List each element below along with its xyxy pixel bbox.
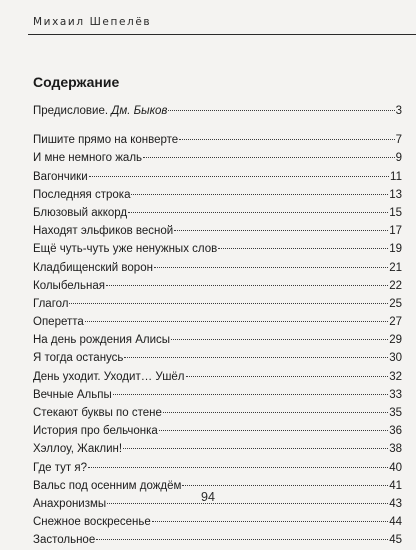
toc-entry-page: 43	[389, 497, 402, 510]
toc-entry-title: День уходит. Уходит… Ушёл	[33, 370, 185, 383]
toc-entry-title: Колыбельная	[33, 279, 105, 292]
toc-entry-page: 32	[389, 370, 402, 383]
toc-entry	[33, 277, 402, 295]
toc-entry-page: 11	[390, 170, 402, 183]
toc-entry	[33, 386, 402, 404]
toc-entry	[33, 331, 402, 349]
toc-entry-title: Ещё чуть-чуть уже ненужных слов	[33, 243, 218, 256]
dot-leader	[143, 157, 395, 158]
toc-entry	[33, 440, 402, 458]
toc-entry	[33, 168, 402, 186]
toc-entry-page: 45	[389, 534, 402, 547]
toc-entry	[33, 240, 402, 258]
toc-entry	[33, 459, 402, 477]
running-head: Михаил Шепелёв	[33, 16, 152, 28]
toc-entry-page: 3	[395, 105, 402, 117]
toc-entry-title: Анахронизмы	[33, 497, 107, 510]
toc-entry	[33, 222, 402, 240]
dot-leader	[152, 521, 388, 522]
dot-leader	[128, 212, 388, 213]
dot-leader	[131, 194, 388, 195]
toc-entry-title: Находят эльфиков весной	[33, 225, 174, 238]
toc-entry	[33, 204, 402, 222]
toc-entry-title: Хэллоу, Жаклин!	[33, 443, 123, 456]
toc-entry-page: 40	[389, 461, 402, 474]
toc-entry-title	[33, 102, 167, 120]
toc-entry-title: Вальс под осенним дождём	[33, 479, 182, 492]
toc-entry-title: Последняя строка	[33, 188, 131, 201]
toc-entry-title: На день рождения Алисы	[33, 334, 171, 347]
toc-entry	[33, 513, 402, 531]
dot-leader	[123, 448, 388, 449]
dot-leader	[69, 303, 388, 304]
toc-entry-title: Оперетта	[33, 316, 84, 329]
toc-entry-page: 9	[395, 152, 402, 165]
toc-entry-page: 41	[389, 479, 402, 492]
toc-entry-page: 17	[389, 225, 402, 238]
toc-entry-page: 29	[389, 334, 402, 347]
dot-leader	[88, 467, 388, 468]
dot-leader	[179, 139, 394, 140]
dot-leader	[174, 230, 388, 231]
toc-entry	[33, 349, 402, 367]
dot-leader	[89, 176, 389, 177]
contents-heading: Содержание	[33, 74, 120, 90]
toc-entry-title: И мне немного жаль	[33, 152, 143, 165]
dot-leader	[154, 267, 388, 268]
toc-entry-title: Где тут я?	[33, 461, 87, 474]
toc-entry-title: Вечные Альпы	[33, 388, 112, 401]
toc-entry-page: 35	[389, 407, 402, 419]
dot-leader	[85, 321, 388, 322]
dot-leader	[106, 285, 388, 286]
dot-leader	[168, 110, 394, 111]
toc-entry	[33, 259, 402, 277]
toc-entry-title: Блюзовый аккорд	[33, 206, 128, 219]
toc-entry-page: 13	[389, 188, 402, 201]
dot-leader	[96, 539, 388, 540]
dot-leader	[186, 376, 389, 377]
toc-entry	[33, 422, 402, 440]
toc-entry-author: Дм. Быков	[111, 105, 168, 117]
toc-entry	[33, 313, 402, 331]
toc-entry-page: 22	[389, 279, 402, 292]
toc-entry-page: 15	[389, 206, 402, 219]
toc-entry	[33, 186, 402, 204]
toc-entry-title: История про бельчонка	[33, 425, 158, 438]
toc-entry-page: 44	[389, 516, 402, 529]
toc-entry	[33, 131, 402, 149]
toc-entry	[33, 149, 402, 167]
toc-entry-page: 19	[389, 243, 402, 256]
toc-entry-title: Глагол	[33, 297, 69, 310]
dot-leader	[171, 339, 388, 340]
toc-entry-title: Вагончики	[33, 170, 88, 183]
dot-leader	[159, 430, 388, 431]
toc-entry-page: 7	[395, 134, 402, 147]
toc-entry	[33, 102, 402, 120]
toc-entry-title: Я тогда останусь	[33, 352, 124, 365]
toc-entry-title: Снежное воскресенье	[33, 516, 151, 529]
dot-leader	[182, 485, 388, 486]
toc-entry-title: Кладбищенский ворон	[33, 261, 153, 274]
toc-entry-title-text: Предисловие.	[33, 105, 112, 117]
toc-entry-page: 30	[389, 352, 402, 365]
toc-entry-page: 21	[389, 261, 402, 274]
toc-entry-title: Стекают буквы по стене	[33, 407, 162, 419]
dot-leader	[163, 412, 388, 413]
dot-leader	[113, 394, 388, 395]
header-rule	[28, 34, 416, 35]
toc-entry-page: 33	[389, 388, 402, 401]
dot-leader	[218, 248, 388, 249]
toc-entry-page: 38	[389, 443, 402, 456]
page-number: 94	[201, 490, 215, 504]
toc-entry	[33, 295, 402, 313]
toc-entry	[33, 531, 402, 549]
dot-leader	[124, 357, 388, 358]
toc-entry	[33, 368, 402, 386]
table-of-contents	[33, 102, 402, 550]
toc-entry-page: 25	[389, 297, 402, 310]
toc-entry-page: 27	[389, 316, 402, 329]
toc-entry-title: Застольное	[33, 534, 96, 547]
toc-entry-title: Пишите прямо на конверте	[33, 134, 179, 147]
toc-entry-page: 36	[389, 425, 402, 438]
toc-entry	[33, 404, 402, 422]
